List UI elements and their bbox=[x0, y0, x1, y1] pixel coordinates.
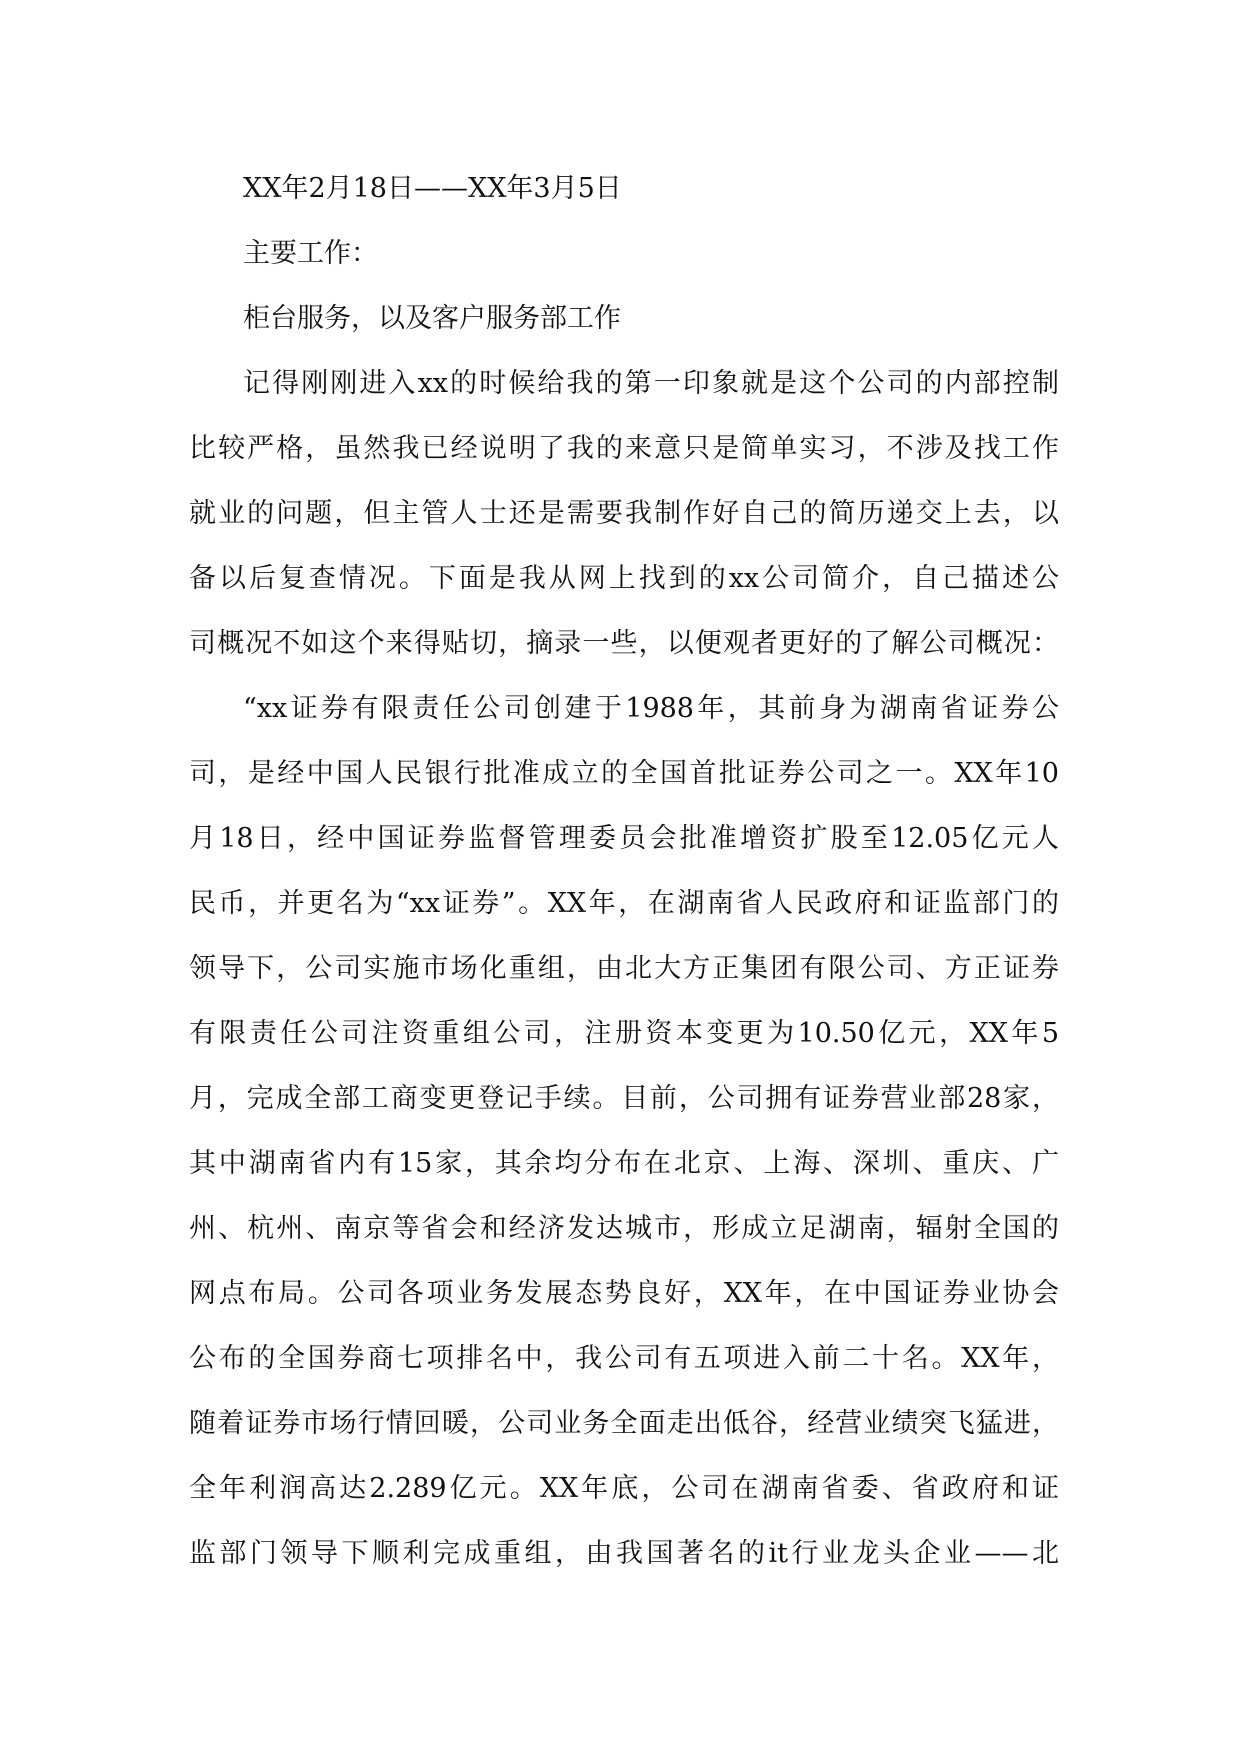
text-line: 柜台服务，以及客户服务部工作 bbox=[243, 303, 621, 334]
text-line: 公布的全国券商七项排名中，我公司有五项进入前二十名。XX年， bbox=[189, 1343, 1059, 1374]
text-line: XX年2月18日——XX年3月5日 bbox=[243, 173, 622, 204]
text-line: 随着证券市场行情回暖，公司业务全面走出低谷，经营业绩突飞猛进， bbox=[189, 1408, 1059, 1439]
text-line: 民币，并更名为“xx证券”。XX年，在湖南省人民政府和证监部门的 bbox=[189, 888, 1059, 919]
text-line: 州、杭州、南京等省会和经济发达城市，形成立足湖南，辐射全国的 bbox=[189, 1213, 1059, 1244]
text-line: 备以后复查情况。下面是我从网上找到的xx公司简介，自己描述公 bbox=[189, 563, 1059, 594]
document-body bbox=[189, 156, 1059, 1586]
text-line: 记得刚刚进入xx的时候给我的第一印象就是这个公司的内部控制 bbox=[243, 368, 1059, 399]
text-line: “xx证券有限责任公司创建于1988年，其前身为湖南省证券公 bbox=[243, 693, 1059, 724]
text-line: 司概况不如这个来得贴切，摘录一些，以便观者更好的了解公司概况： bbox=[189, 628, 1059, 659]
text-line: 监部门领导下顺利完成重组，由我国著名的it行业龙头企业——北 bbox=[189, 1538, 1059, 1569]
text-line: 月，完成全部工商变更登记手续。目前，公司拥有证券营业部28家， bbox=[189, 1083, 1059, 1114]
text-line: 领导下，公司实施市场化重组，由北大方正集团有限公司、方正证券 bbox=[189, 953, 1059, 984]
text-line: 月18日，经中国证券监督管理委员会批准增资扩股至12.05亿元人 bbox=[189, 823, 1059, 854]
text-line: 主要工作： bbox=[243, 238, 378, 269]
text-line: 全年利润高达2.289亿元。XX年底，公司在湖南省委、省政府和证 bbox=[189, 1473, 1059, 1504]
text-line: 司，是经中国人民银行批准成立的全国首批证券公司之一。XX年10 bbox=[189, 758, 1059, 789]
text-line: 有限责任公司注资重组公司，注册资本变更为10.50亿元，XX年5 bbox=[189, 1018, 1059, 1049]
text-line: 其中湖南省内有15家，其余均分布在北京、上海、深圳、重庆、广 bbox=[189, 1148, 1059, 1179]
text-line: 比较严格，虽然我已经说明了我的来意只是简单实习，不涉及找工作 bbox=[189, 433, 1059, 464]
text-line: 网点布局。公司各项业务发展态势良好，XX年，在中国证券业协会 bbox=[189, 1278, 1059, 1309]
text-line: 就业的问题，但主管人士还是需要我制作好自己的简历递交上去，以 bbox=[189, 498, 1059, 529]
